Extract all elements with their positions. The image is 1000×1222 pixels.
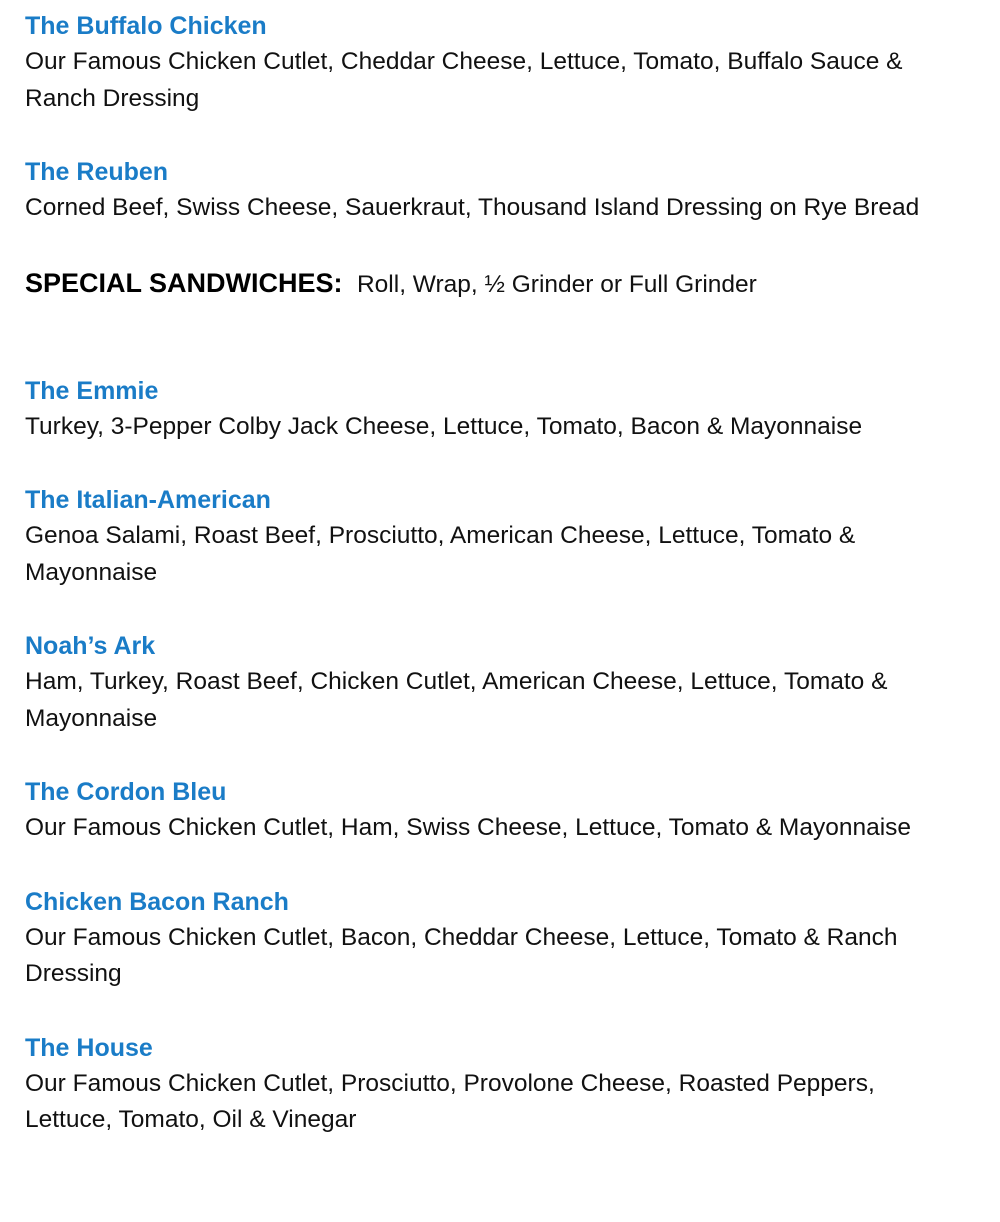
- item-name: Chicken Bacon Ranch: [25, 887, 289, 916]
- section-title: SPECIAL SANDWICHES:: [25, 267, 343, 298]
- menu-item-emmie: [25, 373, 975, 446]
- menu-item-buffalo-chicken: [25, 8, 975, 117]
- item-name: The Buffalo Chicken: [25, 12, 267, 40]
- spacer: [25, 737, 975, 774]
- spacer: [25, 117, 975, 154]
- item-name: The Emmie: [25, 376, 159, 405]
- spacer: [25, 227, 975, 264]
- menu-item-cordon-bleu: [25, 774, 975, 847]
- section-subtitle: Roll, Wrap, ½ Grinder or Full Grinder: [356, 270, 757, 298]
- item-description: Corned Beef, Swiss Cheese, Sauerkraut, Thousand Island Dressing on Rye Bread: [25, 194, 920, 221]
- item-name: The Cordon Bleu: [25, 778, 227, 806]
- item-description: Genoa Salami, Roast Beef, Prosciutto, American Cheese, Lettuce, Tomato & Mayonnaise: [25, 522, 856, 586]
- spacer: [25, 445, 975, 482]
- item-name: Noah’s Ark: [25, 632, 156, 660]
- spacer: [25, 302, 975, 373]
- item-description: Our Famous Chicken Cutlet, Ham, Swiss Cheese, Lettuce, Tomato & Mayonnaise: [25, 814, 912, 841]
- item-description: Our Famous Chicken Cutlet, Cheddar Cheese, Lettuce, Tomato, Buffalo Sauce & Ranch Dressing: [25, 48, 903, 112]
- item-description: Turkey, 3-Pepper Colby Jack Cheese, Lettuce, Tomato, Bacon & Mayonnaise: [25, 412, 863, 440]
- menu-item-chicken-bacon-ranch: [25, 884, 975, 993]
- spacer: [25, 847, 975, 884]
- menu-item-the-house: [25, 1030, 975, 1139]
- spacer: [25, 993, 975, 1030]
- item-name: The Reuben: [25, 158, 169, 186]
- item-description: Our Famous Chicken Cutlet, Bacon, Cheddar Cheese, Lettuce, Tomato & Ranch Dressing: [25, 923, 898, 987]
- item-description: Our Famous Chicken Cutlet, Prosciutto, Provolone Cheese, Roasted Peppers, Lettuce, Tomato, Oil & Vinegar: [25, 1069, 875, 1133]
- section-heading: [25, 264, 975, 302]
- item-name: The Italian-American: [25, 486, 271, 514]
- item-description: Ham, Turkey, Roast Beef, Chicken Cutlet, American Cheese, Lettuce, Tomato & Mayonnaise: [25, 668, 888, 732]
- menu-item-reuben: [25, 154, 975, 227]
- spacer: [25, 591, 975, 628]
- menu-item-italian-american: [25, 482, 975, 591]
- item-name: The House: [25, 1033, 153, 1062]
- menu-item-noahs-ark: [25, 628, 975, 737]
